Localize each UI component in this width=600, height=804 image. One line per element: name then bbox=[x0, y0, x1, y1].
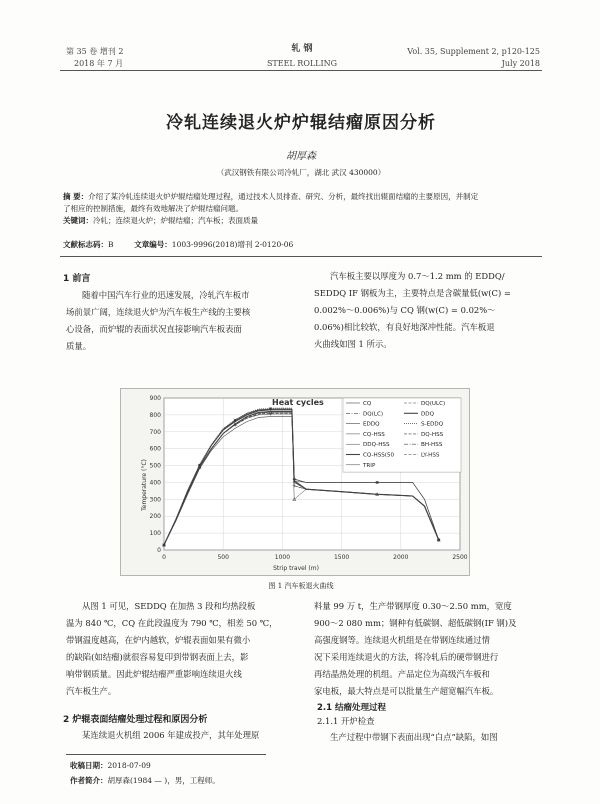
subsection-2-1: 2.1 结瘤处理过程 bbox=[317, 703, 387, 713]
subsection-2-1-1: 2.1.1 开炉检查 bbox=[317, 716, 375, 726]
legend-entry: TRIP bbox=[363, 462, 376, 469]
x-tick-label: 500 bbox=[217, 554, 229, 561]
legend-entry: S-EDDQ bbox=[421, 421, 444, 428]
x-tick-label: 1000 bbox=[274, 554, 291, 561]
chart-title: Heat cycles bbox=[272, 398, 324, 407]
author-note-value: 胡厚森(1984 — )，男，工程师。 bbox=[107, 776, 220, 785]
journal-name: 轧 钢 bbox=[291, 44, 313, 54]
text-line: 质量。 bbox=[66, 341, 92, 351]
text-line: 汽车板生产。 bbox=[66, 686, 117, 696]
figure-caption: 图 1 汽车板退火曲线 bbox=[268, 582, 334, 590]
x-tick-label: 2000 bbox=[393, 554, 409, 561]
text-line: 家电板，最大特点是可以批量生产超宽幅汽车板。 bbox=[314, 686, 499, 696]
y-tick-label: 500 bbox=[149, 462, 161, 470]
legend-entry: CQ bbox=[363, 401, 372, 407]
received-date bbox=[70, 760, 151, 771]
legend-entry: LY-HSS bbox=[421, 452, 440, 459]
y-tick-label: 400 bbox=[149, 479, 161, 487]
text-line: 汽车板主要以厚度为 0.7～1.2 mm 的 EDDQ/ bbox=[330, 271, 505, 281]
header-rule bbox=[60, 70, 542, 71]
article-no-label: 文章编号： bbox=[134, 240, 172, 249]
text-line: 场前景广阔，连续退火炉为汽车板生产线的主要核 bbox=[66, 307, 251, 317]
footnote-rule bbox=[66, 754, 266, 755]
chart-legend bbox=[343, 398, 461, 472]
chart-xlabel: Strip travel (m) bbox=[273, 565, 319, 572]
journal-date: 2018 年 7 月 bbox=[74, 59, 124, 68]
text-line: 的缺陷(如结瘤)就很容易复印到带钢表面上去，影 bbox=[66, 652, 249, 662]
legend-entry: DQ(LC) bbox=[363, 411, 384, 418]
doc-meta bbox=[63, 239, 293, 250]
author-note-label: 作者简介： bbox=[70, 776, 108, 785]
journal-vol-en: Vol. 35, Supplement 2, p120-125 bbox=[407, 47, 540, 56]
legend-entry: DQ-HSS bbox=[421, 431, 444, 438]
doc-code-label: 文献标志码： bbox=[63, 240, 108, 249]
article-no-value: 1003-9996(2018)增刊 2-0120-06 bbox=[171, 240, 294, 249]
text-line: 响带钢质量。因此炉辊结瘤严重影响连续退火线 bbox=[66, 669, 242, 679]
affiliation: （武汉钢铁有限公司冷轧厂，湖北 武汉 430000） bbox=[216, 168, 386, 177]
doc-code-value: B bbox=[108, 240, 114, 249]
legend-box bbox=[343, 398, 461, 472]
legend-entry: DQ(ULC) bbox=[421, 401, 446, 407]
left-bottom-body bbox=[66, 598, 298, 700]
chart-ylabel: Temperature (°C) bbox=[141, 459, 148, 511]
y-tick-label: 800 bbox=[149, 411, 161, 419]
legend-entry: CQ-HSS bbox=[363, 431, 385, 438]
text-line: 火曲线如图 1 所示。 bbox=[314, 339, 392, 349]
x-tick-label: 2500 bbox=[452, 554, 468, 561]
y-tick-label: 200 bbox=[149, 513, 161, 521]
abstract-line1: 介绍了某冷轧连续退火炉炉辊结瘤处理过程，通过技术人员排查、研究、分析，最终找出辊面结瘤的主要原因，并制定 bbox=[88, 192, 479, 201]
text-line: 0.06%)相比较软，有良好地深冲性能。汽车板退 bbox=[314, 322, 495, 332]
text-line: 随着中国汽车行业的迅速发展，冷轧汽车板市 bbox=[82, 290, 250, 300]
text-line: 高强度钢等。连续退火机组是在带钢连续通过情 bbox=[314, 635, 490, 645]
abstract-label: 摘 要： bbox=[63, 192, 89, 201]
y-tick-label: 100 bbox=[149, 530, 161, 538]
journal-volume: 第 35 卷 增刊 2 bbox=[66, 47, 124, 56]
text-line: SEDDQ IF 钢板为主，主要特点是含碳量低(w(C) = bbox=[314, 288, 511, 298]
text-line: 带钢温度越高，在炉内越软，炉辊表面如果有微小 bbox=[66, 635, 251, 645]
text-line: 心设备，而炉辊的表面状况直接影响汽车板表面 bbox=[66, 324, 242, 334]
text-line: 从图 1 可见，SEDDQ 在加热 3 段和均热段板 bbox=[82, 601, 256, 611]
received-label: 收稿日期： bbox=[70, 761, 108, 770]
section1-heading: 1 前言 bbox=[63, 274, 91, 284]
abstract-rule bbox=[60, 256, 542, 257]
abstract bbox=[63, 191, 541, 227]
text-line: 料量 99 万 t，生产带钢厚度 0.30～2.50 mm，宽度 bbox=[314, 601, 512, 611]
journal-date-en: July 2018 bbox=[501, 59, 540, 68]
text-line: 温为 840 ℃，CQ 在此段温度为 790 ℃，相差 50 ℃， bbox=[66, 618, 278, 628]
legend-entry: CQ-HSS(50 bbox=[363, 452, 395, 459]
x-tick-label: 1500 bbox=[333, 554, 350, 561]
author-note bbox=[70, 775, 220, 786]
x-tick-label: 0 bbox=[162, 554, 166, 561]
section2-body bbox=[66, 727, 298, 744]
y-tick-label: 0 bbox=[157, 547, 161, 554]
abstract-line2: 了相应的控制措施，最终有效地解决了炉辊结瘤问题。 bbox=[63, 204, 243, 213]
section2-heading: 2 炉辊表面结瘤处理过程和原因分析 bbox=[63, 715, 208, 725]
received-value: 2018-07-09 bbox=[107, 761, 151, 770]
legend-entry: BH-HSS bbox=[421, 442, 443, 449]
y-tick-label: 600 bbox=[149, 445, 161, 453]
y-tick-label: 900 bbox=[149, 395, 161, 402]
right-bottom-body bbox=[314, 598, 542, 700]
text-line: 某连续退火机组 2006 年建成投产，其年处理原 bbox=[82, 730, 260, 740]
journal-name-en: STEEL ROLLING bbox=[266, 59, 338, 68]
right-last-line bbox=[314, 729, 542, 746]
heat-cycles-chart bbox=[120, 388, 470, 576]
legend-entry: EDDQ bbox=[363, 421, 380, 428]
keywords-label: 关键词： bbox=[63, 216, 93, 225]
paper-title: 冷轧连续退火炉炉辊结瘤原因分析 bbox=[166, 113, 436, 133]
right-top-body bbox=[314, 268, 542, 353]
keywords-text: 冷轧；连续退火炉；炉辊结瘤；汽车板；表面质量 bbox=[93, 216, 258, 225]
text-line: 900～2 080 mm；钢种有低碳钢、超低碳钢(IF 钢)及 bbox=[314, 618, 517, 628]
y-tick-label: 700 bbox=[149, 428, 161, 436]
y-tick-label: 300 bbox=[149, 496, 161, 504]
legend-entry: DDQ-HSS bbox=[363, 442, 390, 449]
text-line: 0.002%～0.006%)与 CQ 钢(w(C) = 0.02%～ bbox=[314, 305, 496, 315]
text-line: 再结晶热处理的机组。产品定位为高级汽车板和 bbox=[314, 669, 490, 679]
text-line: 生产过程中带钢下表面出现“白点”缺陷，如图 bbox=[330, 732, 498, 742]
author: 胡厚森 bbox=[286, 151, 316, 162]
section1-body bbox=[66, 287, 296, 355]
legend-entry: DDQ bbox=[421, 411, 435, 418]
text-line: 况下采用连续退火的方法，将冷轧后的硬带钢进行 bbox=[314, 652, 499, 662]
